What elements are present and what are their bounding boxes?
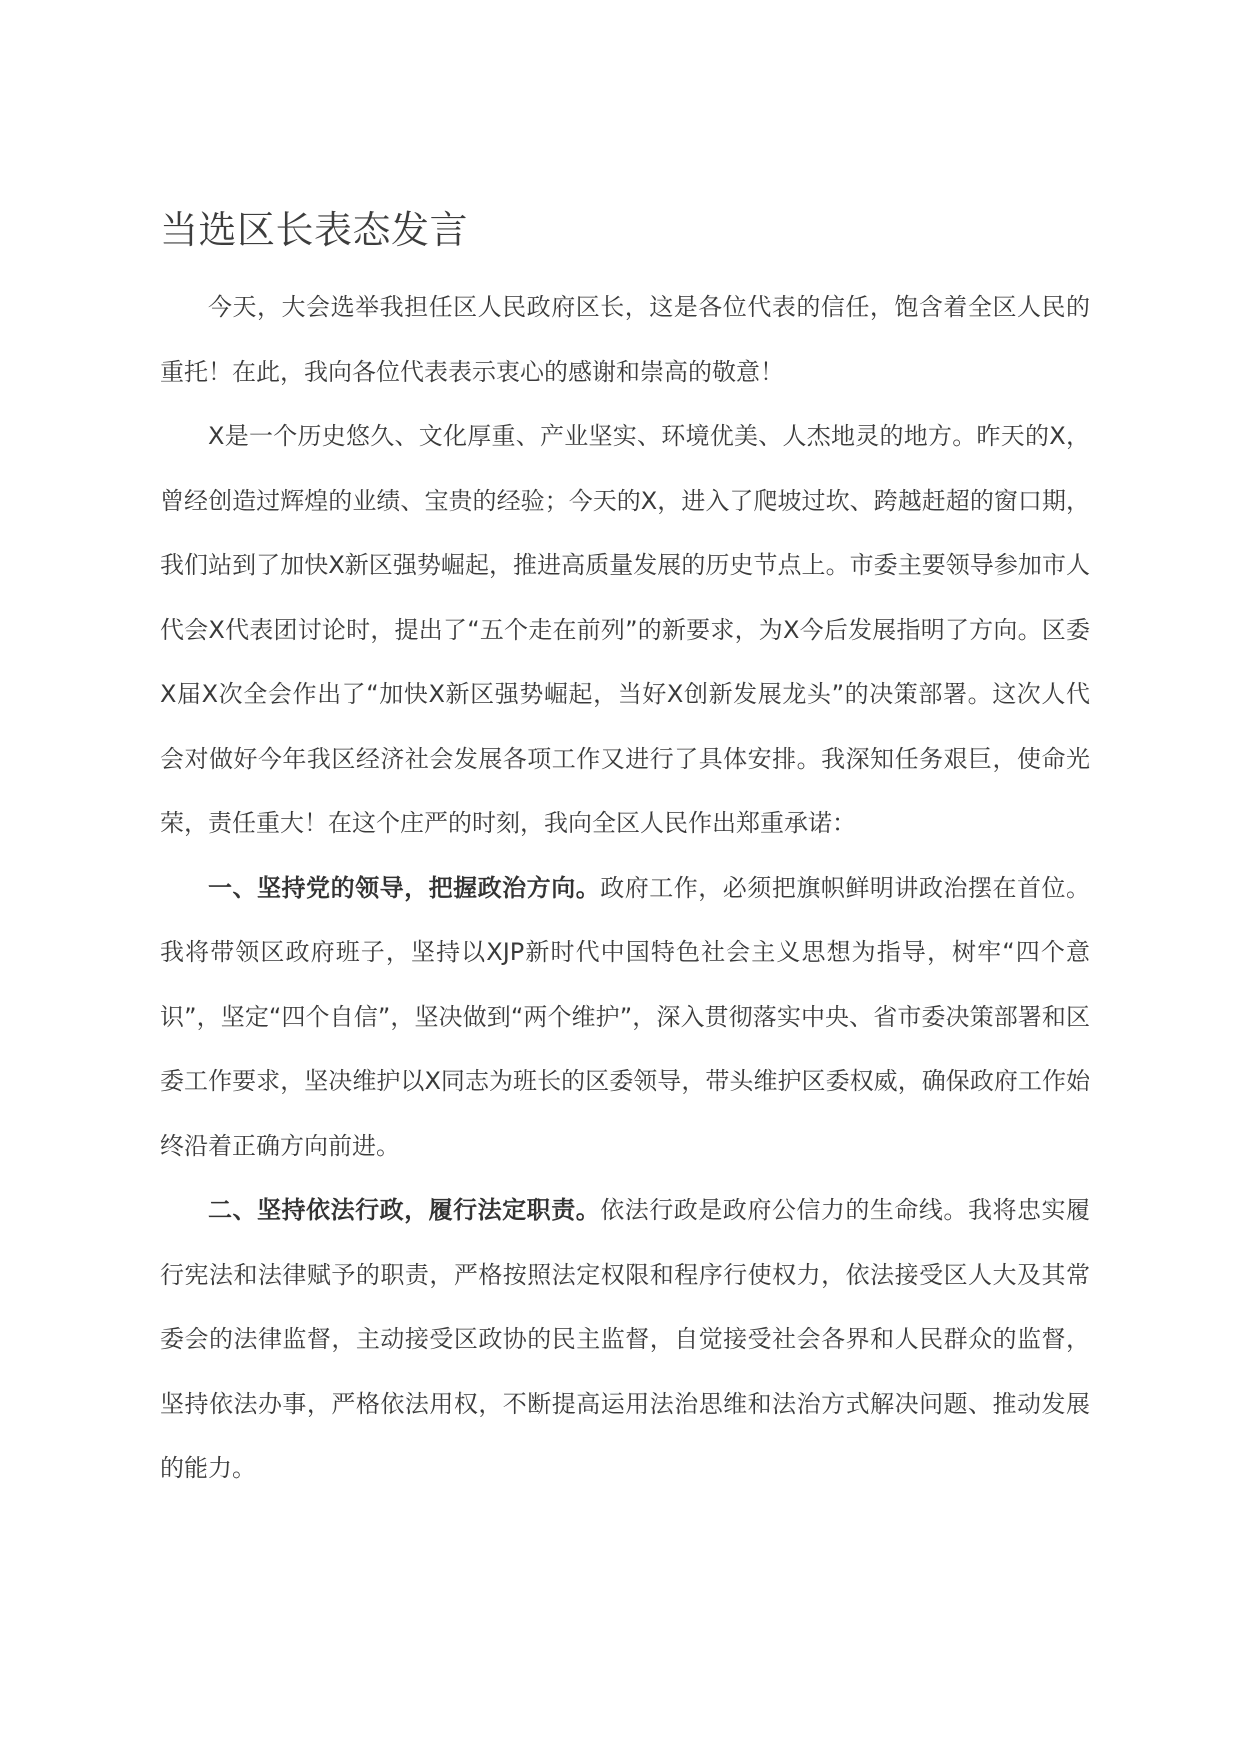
paragraph-commitment-1 [160, 856, 1090, 1179]
paragraph-heading: 二、坚持依法行政，履行法定职责。 [208, 1196, 601, 1224]
paragraph-text: 政府工作，必须把旗帜鲜明讲政治摆在首位。我将带领区政府班子，坚持以XJP新时代中国特色社会主义思想为指导，树牢“四个意识”，坚定“四个自信”，坚决做到“两个维护”，深入贯彻落实中央、省市委决策部署和区委工作要求，坚决维护以X同志为班长的区委领导，带头维护区委权威，确保政府工作始终沿着正确方向前进。 [160, 873, 1091, 1160]
paragraph-text: 今天，大会选举我担任区人民政府区长，这是各位代表的信任，饱含着全区人民的重托！在此，我向各位代表表示衷心的感谢和崇高的敬意！ [160, 293, 1090, 386]
paragraph-background [160, 404, 1090, 856]
document-body [160, 275, 1090, 1501]
paragraph-text: 依法行政是政府公信力的生命线。我将忠实履行宪法和法律赋予的职责，严格按照法定权限和程序行使权力，依法接受区人大及其常委会的法律监督，主动接受区政协的民主监督，自觉接受社会各界和人民群众的监督，坚持依法办事，严格依法用权，不断提高运用法治思维和法治方式解决问题、推动发展的能力。 [160, 1196, 1091, 1482]
document-title: 当选区长表态发言 [160, 208, 469, 252]
paragraph-text: X是一个历史悠久、文化厚重、产业坚实、环境优美、人杰地灵的地方。昨天的X，曾经创造过辉煌的业绩、宝贵的经验；今天的X，进入了爬坡过坎、跨越赶超的窗口期，我们站到了加快X新区强势崛起，推进高质量发展的历史节点上。市委主要领导参加市人代会X代表团讨论时，提出了“五个走在前列”的新要求，为X今后发展指明了方向。区委X届X次全会作出了“加快X新区强势崛起，当好X创新发展龙头”的决策部署。这次人代会对做好今年我区经济社会发展各项工作又进行了具体安排。我深知任务艰巨，使命光荣，责任重大！在这个庄严的时刻，我向全区人民作出郑重承诺： [160, 422, 1090, 837]
paragraph-commitment-2 [160, 1178, 1090, 1501]
paragraph-opening [160, 275, 1090, 404]
paragraph-heading: 一、坚持党的领导，把握政治方向。 [208, 873, 601, 902]
